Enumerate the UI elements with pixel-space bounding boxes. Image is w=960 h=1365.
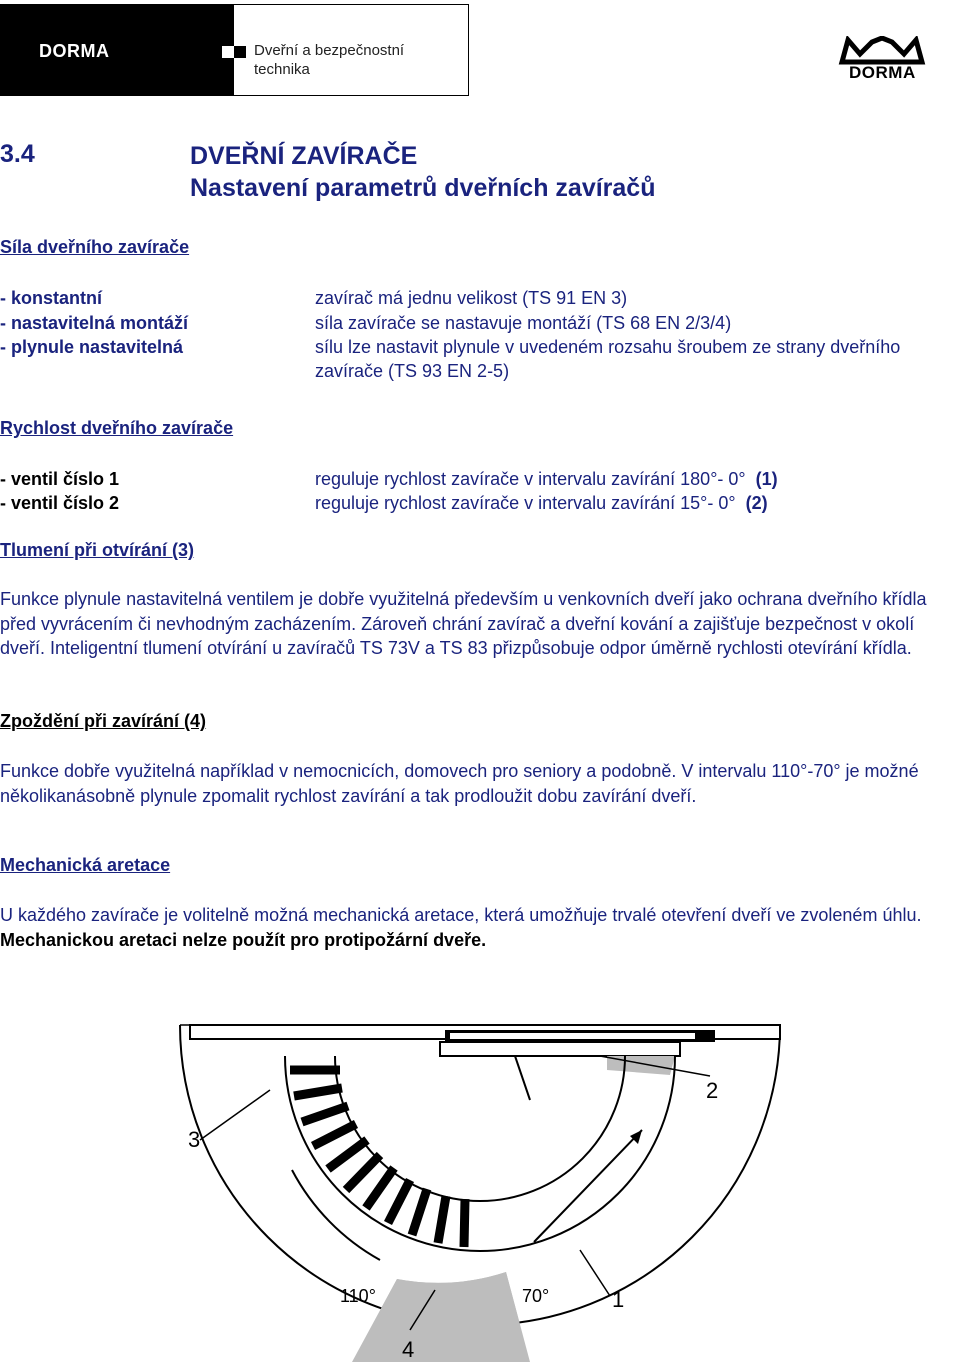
label-4: 4 [402,1337,415,1362]
section-number: 3.4 [0,140,35,168]
row-value: síla zavírače se nastavuje montáží (TS 68 EN 2/3/4) [315,313,732,333]
row-key: - plynule nastavitelná [0,337,184,357]
paragraph-zpozdeni: Funkce dobře využitelná například v nemocnicích, domovech pro seniory a podobně. V intervalu 110°-70° je možné několikanásobně plynule zpomalit rychlost zavírání a tak prodloužit dobu zavírání dveří. [0,761,919,806]
angle-110: 110° [340,1286,376,1306]
heading-aretace: Mechanická aretace [0,855,171,875]
row-key: - ventil číslo 2 [0,493,120,513]
header-squares-icon [222,46,246,58]
header-tagline [254,41,404,79]
section-title [190,140,655,204]
fire-door-warning: Mechanickou aretaci nelze použít pro protipožární dveře. [0,929,487,950]
paragraph-tlumeni: Funkce plynule nastavitelná ventilem je dobře využitelná především u venkovních dveří jako ochrana dveřního křídla před vyvrácením či nevhodným zacházením. Zároveň chrání zavírač a dveřní kování a zajišťuje bezpečnost v okolí dveří. Inteligentní tlumení otvírání u zavíračů TS 73V a TS 83 přizpůsobuje odpor úměrně rychlosti otevírání křídla. [0,589,927,658]
heading-sila: Síla dveřního zavírače [0,237,190,257]
row-key: - konstantní [0,288,102,308]
row-key: - ventil číslo 1 [0,469,120,489]
row-key: - nastavitelná montáží [0,313,189,333]
label-1: 1 [612,1287,625,1312]
header-tagline-line2: technika [254,61,310,78]
row-tag: (2) [745,493,768,513]
section-title-line1: DVEŘNÍ ZAVÍRAČE [190,142,418,170]
header-tagline-line1: Dveřní a bezpečnostní [254,42,405,59]
paragraph-aretace: U každého zavírače je volitelně možná mechanická aretace, která umožňuje trvalé otevření dveří ve zvoleném úhlu. Mechanickou aretaci nelze použít pro protipožární dveře. [0,905,922,950]
zone-3 [290,1070,465,1247]
row-value: reguluje rychlost zavírače v intervalu zavírání 180°- 0° (1) [315,469,778,489]
header-logo: DORMA [39,41,110,61]
header-logo-panel [1,5,234,95]
door-closer-diagram [170,1000,790,1365]
header-banner [0,4,469,96]
heading-rychlost: Rychlost dveřního zavírače [0,418,234,438]
row-value: sílu lze nastavit plynule v uvedeném rozsahu šroubem ze strany dveřního zavírače (TS 93 EN 2-5) [315,337,901,381]
label-2: 2 [706,1078,719,1103]
angle-70: 70° [522,1286,550,1306]
heading-zpozdeni: Zpoždění při zavírání (4) [0,711,207,731]
heading-tlumeni: Tlumení při otvírání (3) [0,540,195,560]
row-value: zavírač má jednu velikost (TS 91 EN 3) [315,288,628,308]
label-3: 3 [188,1127,201,1152]
row-tag: (1) [755,469,778,489]
row-value: reguluje rychlost zavírače v intervalu zavírání 15°- 0° (2) [315,493,768,513]
brand-logo: DORMA [849,63,916,82]
section-title-line2: Nastavení parametrů dveřních zavíračů [190,174,656,202]
